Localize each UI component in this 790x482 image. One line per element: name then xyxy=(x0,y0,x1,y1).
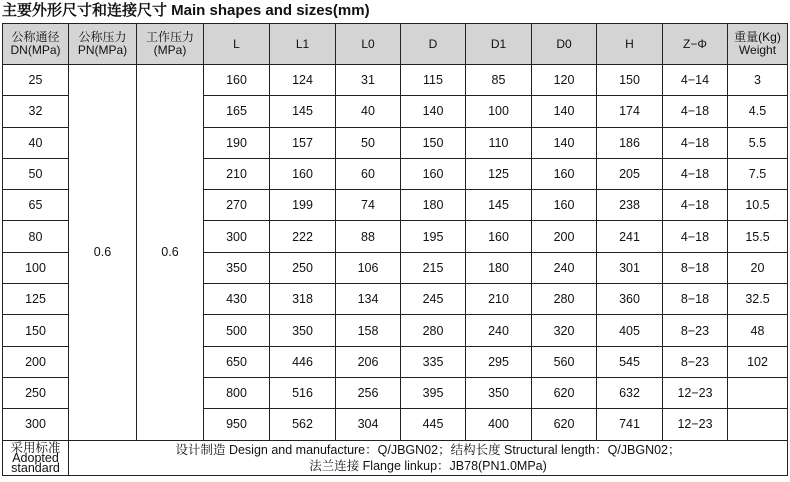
cell-l0: 60 xyxy=(336,158,401,189)
header-dn: 公称通径 DN(MPa) xyxy=(3,24,69,65)
cell-d0: 240 xyxy=(532,252,597,283)
cell-d1: 100 xyxy=(466,96,532,127)
cell-d: 180 xyxy=(401,190,466,221)
cell-d1: 110 xyxy=(466,127,532,158)
cell-d0: 160 xyxy=(532,158,597,189)
cell-pn: 0.6 xyxy=(69,65,137,441)
cell-w: 10.5 xyxy=(728,190,788,221)
cell-h: 205 xyxy=(597,158,663,189)
cell-l0: 74 xyxy=(336,190,401,221)
header-l0: L0 xyxy=(336,24,401,65)
cell-h: 150 xyxy=(597,65,663,96)
header-l1: L1 xyxy=(270,24,336,65)
cell-d0: 620 xyxy=(532,377,597,408)
cell-l1: 222 xyxy=(270,221,336,252)
cell-l1: 145 xyxy=(270,96,336,127)
header-l: L xyxy=(204,24,270,65)
cell-d1: 125 xyxy=(466,158,532,189)
cell-d0: 320 xyxy=(532,315,597,346)
cell-l: 160 xyxy=(204,65,270,96)
cell-z: 12−23 xyxy=(663,377,728,408)
cell-l: 650 xyxy=(204,346,270,377)
cell-l: 800 xyxy=(204,377,270,408)
cell-d: 445 xyxy=(401,409,466,440)
cell-d0: 560 xyxy=(532,346,597,377)
cell-dn: 300 xyxy=(3,409,69,440)
cell-d: 195 xyxy=(401,221,466,252)
cell-l: 950 xyxy=(204,409,270,440)
cell-dn: 250 xyxy=(3,377,69,408)
cell-d1: 210 xyxy=(466,284,532,315)
cell-dn: 40 xyxy=(3,127,69,158)
cell-w xyxy=(728,377,788,408)
cell-z: 4−18 xyxy=(663,221,728,252)
cell-dn: 150 xyxy=(3,315,69,346)
cell-l0: 304 xyxy=(336,409,401,440)
cell-l0: 88 xyxy=(336,221,401,252)
cell-w: 7.5 xyxy=(728,158,788,189)
cell-l: 300 xyxy=(204,221,270,252)
cell-h: 405 xyxy=(597,315,663,346)
cell-d: 160 xyxy=(401,158,466,189)
header-pn: 公称压力 PN(MPa) xyxy=(69,24,137,65)
cell-dn: 100 xyxy=(3,252,69,283)
cell-z: 4−14 xyxy=(663,65,728,96)
cell-dn: 65 xyxy=(3,190,69,221)
cell-d: 280 xyxy=(401,315,466,346)
cell-l0: 256 xyxy=(336,377,401,408)
cell-dn: 50 xyxy=(3,158,69,189)
cell-h: 360 xyxy=(597,284,663,315)
cell-z: 8−23 xyxy=(663,315,728,346)
header-z-phi: Z−Φ xyxy=(663,24,728,65)
cell-h: 301 xyxy=(597,252,663,283)
header-d0: D0 xyxy=(532,24,597,65)
cell-w: 48 xyxy=(728,315,788,346)
cell-l0: 158 xyxy=(336,315,401,346)
cell-h: 174 xyxy=(597,96,663,127)
cell-dn: 25 xyxy=(3,65,69,96)
cell-dn: 80 xyxy=(3,221,69,252)
header-d: D xyxy=(401,24,466,65)
cell-w xyxy=(728,409,788,440)
cell-l0: 40 xyxy=(336,96,401,127)
cell-h: 238 xyxy=(597,190,663,221)
cell-l1: 199 xyxy=(270,190,336,221)
header-weight: 重量(Kg) Weight xyxy=(728,24,788,65)
cell-l0: 106 xyxy=(336,252,401,283)
cell-z: 12−23 xyxy=(663,409,728,440)
cell-z: 4−18 xyxy=(663,96,728,127)
cell-l: 210 xyxy=(204,158,270,189)
cell-dn: 32 xyxy=(3,96,69,127)
cell-d1: 240 xyxy=(466,315,532,346)
cell-d0: 140 xyxy=(532,127,597,158)
header-d1: D1 xyxy=(466,24,532,65)
cell-l0: 134 xyxy=(336,284,401,315)
cell-l1: 157 xyxy=(270,127,336,158)
cell-h: 186 xyxy=(597,127,663,158)
cell-l1: 250 xyxy=(270,252,336,283)
cell-d0: 200 xyxy=(532,221,597,252)
cell-d0: 620 xyxy=(532,409,597,440)
cell-w: 32.5 xyxy=(728,284,788,315)
cell-d: 215 xyxy=(401,252,466,283)
adopted-standard-text xyxy=(69,440,788,475)
cell-d1: 145 xyxy=(466,190,532,221)
cell-d0: 120 xyxy=(532,65,597,96)
cell-l0: 206 xyxy=(336,346,401,377)
cell-w: 102 xyxy=(728,346,788,377)
cell-l: 190 xyxy=(204,127,270,158)
cell-d1: 180 xyxy=(466,252,532,283)
cell-l1: 318 xyxy=(270,284,336,315)
cell-d: 140 xyxy=(401,96,466,127)
cell-d0: 280 xyxy=(532,284,597,315)
table-row xyxy=(3,65,788,96)
cell-l1: 562 xyxy=(270,409,336,440)
cell-l: 430 xyxy=(204,284,270,315)
cell-d1: 295 xyxy=(466,346,532,377)
cell-w: 15.5 xyxy=(728,221,788,252)
cell-z: 8−23 xyxy=(663,346,728,377)
adopted-standard-label: 采用标准 Adopted standard xyxy=(3,440,69,475)
cell-w: 20 xyxy=(728,252,788,283)
cell-dn: 125 xyxy=(3,284,69,315)
cell-d: 245 xyxy=(401,284,466,315)
header-row xyxy=(3,24,788,65)
cell-l1: 160 xyxy=(270,158,336,189)
cell-l1: 516 xyxy=(270,377,336,408)
specifications-table xyxy=(2,23,788,476)
cell-z: 8−18 xyxy=(663,284,728,315)
cell-l0: 31 xyxy=(336,65,401,96)
cell-d: 335 xyxy=(401,346,466,377)
cell-z: 4−18 xyxy=(663,158,728,189)
header-h: H xyxy=(597,24,663,65)
cell-l1: 350 xyxy=(270,315,336,346)
footer-row xyxy=(3,440,788,475)
cell-d1: 85 xyxy=(466,65,532,96)
cell-d1: 400 xyxy=(466,409,532,440)
cell-l: 165 xyxy=(204,96,270,127)
cell-h: 241 xyxy=(597,221,663,252)
cell-z: 4−18 xyxy=(663,190,728,221)
cell-l: 350 xyxy=(204,252,270,283)
cell-d1: 160 xyxy=(466,221,532,252)
cell-l1: 124 xyxy=(270,65,336,96)
cell-d: 395 xyxy=(401,377,466,408)
cell-l0: 50 xyxy=(336,127,401,158)
cell-w: 3 xyxy=(728,65,788,96)
cell-z: 4−18 xyxy=(663,127,728,158)
cell-h: 545 xyxy=(597,346,663,377)
cell-d0: 160 xyxy=(532,190,597,221)
cell-l: 270 xyxy=(204,190,270,221)
cell-z: 8−18 xyxy=(663,252,728,283)
cell-working-pressure: 0.6 xyxy=(137,65,204,441)
standard-line-1: 设计制造 Design and manufacture：Q/JBGN02；结构长度 Structural length：Q/JBGN02； xyxy=(175,442,681,457)
cell-d1: 350 xyxy=(466,377,532,408)
cell-w: 4.5 xyxy=(728,96,788,127)
cell-l1: 446 xyxy=(270,346,336,377)
cell-l: 500 xyxy=(204,315,270,346)
cell-w: 5.5 xyxy=(728,127,788,158)
cell-d0: 140 xyxy=(532,96,597,127)
cell-d: 115 xyxy=(401,65,466,96)
standard-line-2: 法兰连接 Flange linkup：JB78(PN1.0MPa) xyxy=(309,458,547,473)
cell-d: 150 xyxy=(401,127,466,158)
table-title: 主要外形尺寸和连接尺寸 Main shapes and sizes(mm) xyxy=(2,2,370,19)
cell-dn: 200 xyxy=(3,346,69,377)
header-working-pressure: 工作压力 (MPa) xyxy=(137,24,204,65)
cell-h: 632 xyxy=(597,377,663,408)
cell-h: 741 xyxy=(597,409,663,440)
